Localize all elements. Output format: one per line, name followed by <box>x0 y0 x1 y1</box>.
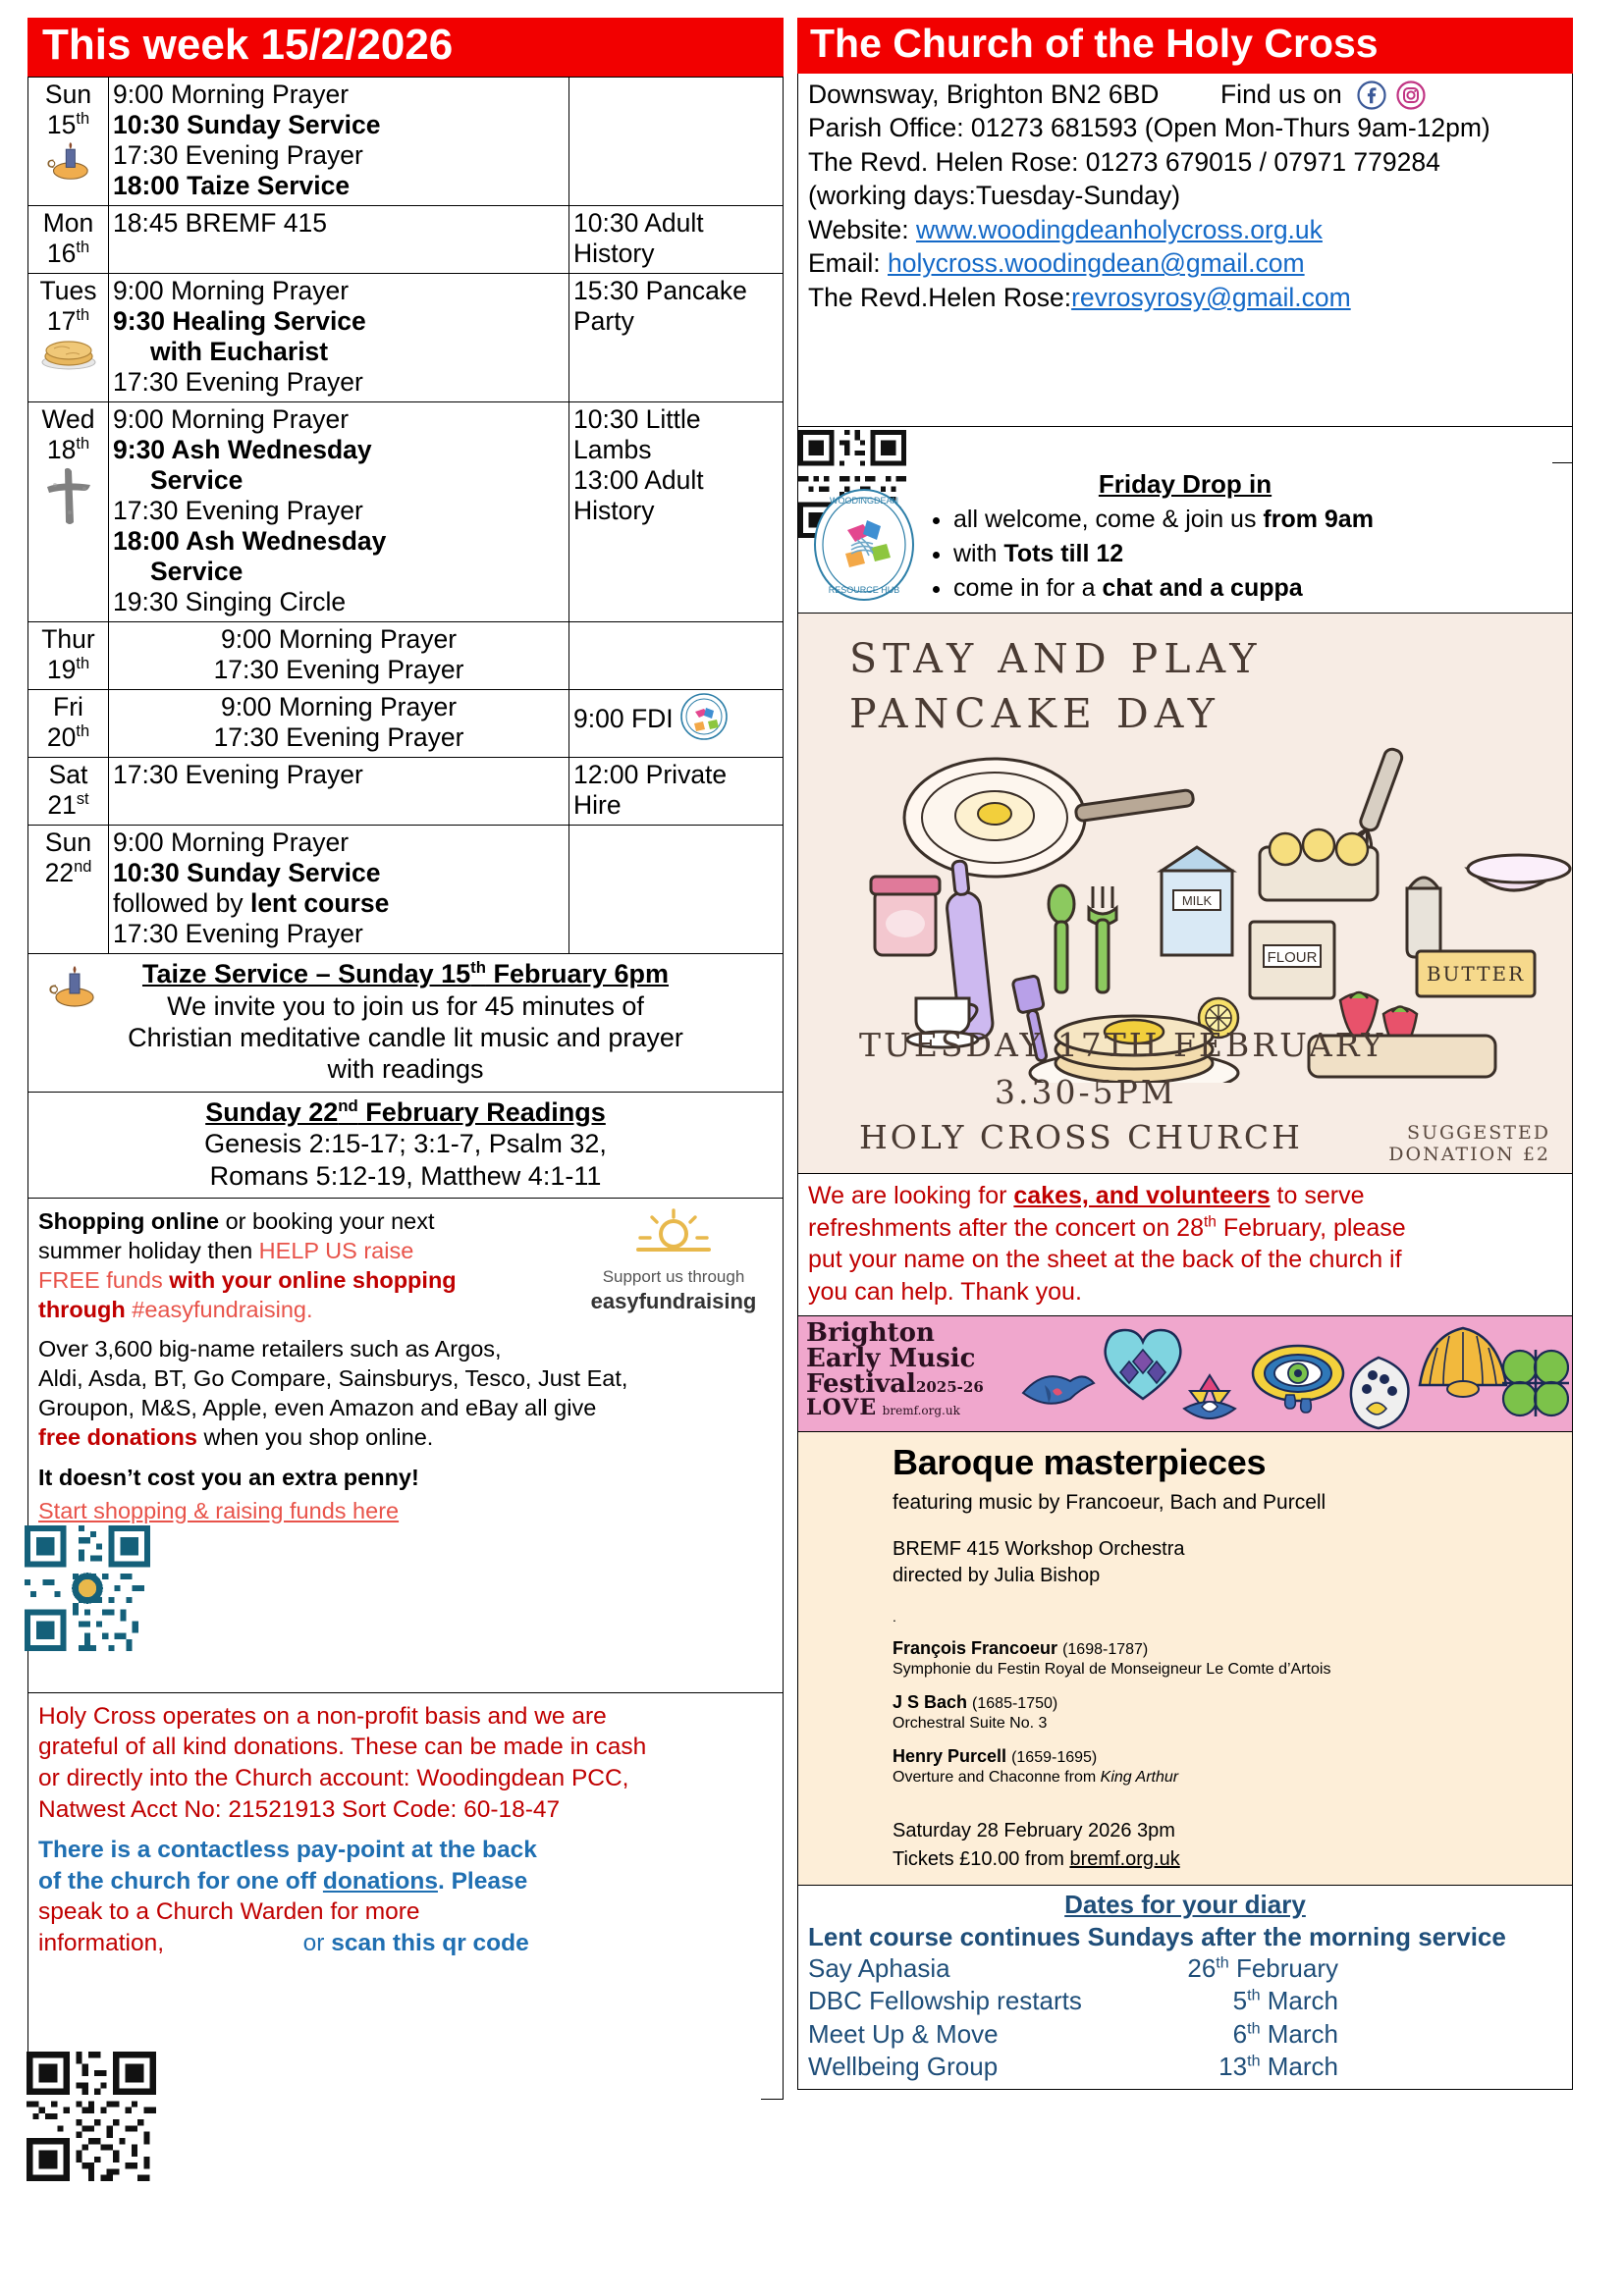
poster-donation-2: DONATION £2 <box>1388 1144 1550 1166</box>
schedule-event: Service <box>150 465 244 496</box>
easyfundraising-qr-code[interactable] <box>25 1525 759 1651</box>
schedule-day-number: 18th <box>46 435 90 465</box>
schedule-event: 9:00 Morning Prayer <box>113 276 350 306</box>
instagram-icon[interactable] <box>1396 80 1426 110</box>
diary-event-name: DBC Fellowship restarts <box>808 1986 1082 2016</box>
candle-icon <box>46 140 91 182</box>
schedule-events-cell <box>109 622 569 690</box>
sunrise-icon <box>624 1204 723 1259</box>
efr-p2b: Aldi, Asda, BT, Go Compare, Sainsburys, Tesco, Just Eat, <box>38 1365 628 1392</box>
fdi-logo-icon <box>679 692 729 741</box>
taize-heading-post: February 6pm <box>485 959 670 989</box>
schedule-row <box>28 402 784 622</box>
schedule-day-name: Sat <box>48 760 88 790</box>
schedule-extra-cell <box>569 622 784 690</box>
easyfundraising-panel <box>27 1199 784 1693</box>
schedule-extra-event: 10:30 Adult History <box>573 208 704 269</box>
schedule-extra-cell <box>569 274 784 402</box>
efr-p1f: with your online shopping <box>162 1267 457 1294</box>
diary-event-date: 13th March <box>1218 2051 1338 2081</box>
concert-composer-name: Henry Purcell (1659-1695) <box>893 1746 1098 1767</box>
schedule-row <box>28 826 784 954</box>
schedule-row <box>28 758 784 826</box>
concert-details <box>798 1432 1572 1886</box>
schedule-event: 9:00 Morning Prayer <box>220 692 458 722</box>
schedule-extra-event: 13:00 Adult History <box>573 465 704 526</box>
diary-row <box>808 2051 1562 2083</box>
news-list-item: • with Tots till 12 <box>953 538 1564 570</box>
readings-heading <box>34 1096 777 1128</box>
concert-composer-name: J S Bach (1685-1750) <box>893 1692 1058 1713</box>
dates-for-diary <box>798 1886 1572 2089</box>
website-label: Website: <box>808 214 916 244</box>
schedule-event: 17:30 Evening Prayer <box>213 655 464 685</box>
concert-orchestra <box>893 1536 1572 1589</box>
community-hub-logo-icon <box>806 487 922 603</box>
bremf-line-3: Festival <box>806 1369 916 1400</box>
schedule-event: 9:30 Healing Service <box>113 306 366 337</box>
diary-event-name: Meet Up & Move <box>808 2018 999 2049</box>
find-us-label: Find us on <box>1220 80 1342 110</box>
donations-line-3: or directly into the Church account: Woodingdean PCC, <box>38 1764 629 1791</box>
svg-text:WOODINGDEAN: WOODINGDEAN <box>829 496 899 507</box>
schedule-row <box>28 274 784 402</box>
donations-line-8 <box>38 1928 773 1959</box>
schedule-event: 18:45 BREMF 415 <box>113 208 328 239</box>
schedule-day-cell <box>28 78 109 206</box>
cakes-f: put your name on the sheet at the back of the church if <box>808 1246 1402 1274</box>
revd-email-label: The Revd.Helen Rose: <box>808 282 1072 312</box>
contact-box <box>797 74 1573 2090</box>
easyfundraising-para-2 <box>38 1334 773 1452</box>
email-line <box>808 246 1562 280</box>
concert-subtitle: featuring music by Francoeur, Bach and Purcell <box>893 1491 1326 1515</box>
efr-p1e: FREE funds <box>38 1267 163 1294</box>
schedule-event: 17:30 Evening Prayer <box>113 140 363 171</box>
right-column <box>797 18 1573 2100</box>
diary-event-date: 6th March <box>1232 2018 1338 2049</box>
bremf-line-3-row <box>806 1369 984 1400</box>
schedule-day-number: 19th <box>46 655 90 685</box>
schedule-day-cell <box>28 274 109 402</box>
schedule-day-cell <box>28 622 109 690</box>
schedule-event: 17:30 Evening Prayer <box>113 367 363 398</box>
svg-text:BUTTER: BUTTER <box>1426 962 1526 987</box>
schedule-row <box>28 690 784 758</box>
bremf-url: bremf.org.uk <box>882 1404 960 1418</box>
efr-p2c: Groupon, M&S, Apple, even Amazon and eBay all give <box>38 1395 597 1421</box>
schedule-event: 17:30 Evening Prayer <box>113 496 363 526</box>
bremf-years: 2025-26 <box>915 1378 984 1397</box>
schedule-day-name: Wed <box>41 404 95 435</box>
taize-line-1: We invite you to join us for 45 minutes of <box>167 990 644 1021</box>
schedule-row <box>28 78 784 206</box>
donations-contactless-line-1: There is a contactless pay-point at the back <box>38 1837 537 1864</box>
concert-title: Baroque masterpieces <box>893 1442 1267 1483</box>
bremf-banner <box>798 1316 1572 1432</box>
readings-line-1: Genesis 2:15-17; 3:1-7, Psalm 32, <box>204 1129 607 1159</box>
schedule-day-number: 21st <box>47 790 89 821</box>
schedule-extra-event: 15:30 Pancake Party <box>573 276 747 337</box>
bremf-line-1: Brighton <box>806 1318 935 1349</box>
donations-line-2: grateful of all kind donations. These can be made in cash <box>38 1734 647 1761</box>
schedule-day-name: Sun <box>44 828 92 858</box>
bremf-love: LOVE <box>806 1395 878 1421</box>
schedule-extra-cell <box>569 402 784 622</box>
cakes-volunteers-notice <box>798 1174 1572 1316</box>
website-link[interactable]: www.woodingdeanholycross.org.uk <box>915 214 1323 244</box>
cakes-a: We are looking for <box>808 1182 1014 1210</box>
schedule-day-cell <box>28 402 109 622</box>
concert-tickets <box>893 1848 1572 1871</box>
donations-qr-code[interactable] <box>27 2052 761 2181</box>
cakes-d: refreshments after the concert on 28 <box>808 1213 1204 1242</box>
church-address: Downsway, Brighton BN2 6BD <box>808 80 1160 110</box>
donations-l6c: . Please <box>437 1867 528 1895</box>
candle-icon <box>48 964 97 1009</box>
efr-p2a: Over 3,600 big-name retailers such as Argos, <box>38 1336 502 1362</box>
this-week-banner: This week 15/2/2026 <box>27 18 784 77</box>
ash-cross-icon <box>41 465 96 526</box>
readings-heading-ord: nd <box>338 1095 358 1115</box>
schedule-extra-event: 10:30 Little Lambs <box>573 404 701 465</box>
schedule-row <box>28 206 784 274</box>
news-list-item: • come in for a chat and a cuppa <box>953 572 1564 605</box>
poster-title-2: PANCAKE DAY <box>849 690 1220 738</box>
email-link[interactable]: holycross.woodingdean@gmail.com <box>888 248 1305 279</box>
donations-l6a: of the church for one off <box>38 1867 323 1895</box>
schedule-event: 17:30 Evening Prayer <box>213 722 464 753</box>
sunday-readings-panel <box>27 1093 784 1199</box>
svg-text:FLOUR: FLOUR <box>1267 949 1318 967</box>
readings-heading-post: February Readings <box>357 1096 606 1127</box>
cakes-g: you can help. Thank you. <box>808 1277 1082 1306</box>
schedule-event: 18:00 Ash Wednesday <box>113 526 387 557</box>
schedule-day-cell <box>28 690 109 758</box>
poster-donation-1: SUGGESTED <box>1406 1122 1550 1145</box>
easyfundraising-logo <box>580 1204 767 1315</box>
donations-account-details: Natwest Acct No: 21521913 Sort Code: 60-18-47 <box>38 1795 561 1823</box>
readings-line-2: Romans 5:12-19, Matthew 4:1-11 <box>209 1160 602 1191</box>
taize-line-3: with readings <box>327 1054 484 1085</box>
concert-composer-list <box>893 1638 1572 1787</box>
efr-p1c: summer holiday then <box>38 1238 259 1263</box>
schedule-event: 9:00 Morning Prayer <box>220 624 458 655</box>
donations-panel <box>27 1693 784 2100</box>
schedule-day-name: Sun <box>44 80 92 110</box>
schedule-day-number: 17th <box>46 306 90 337</box>
news-body <box>798 463 1572 613</box>
diary-event-name: Say Aphasia <box>808 1953 950 1984</box>
schedule-extra-cell <box>569 690 784 758</box>
address-line <box>808 78 1562 111</box>
bremf-logo <box>806 1318 984 1421</box>
concert-tickets-label: Tickets £10.00 from <box>893 1848 1070 1871</box>
schedule-events-cell <box>109 690 569 758</box>
cakes-ord: th <box>1204 1213 1217 1231</box>
poster-bottom-2: 3.30-5PM <box>995 1073 1177 1112</box>
schedule-day-name: Fri <box>53 692 83 722</box>
concert-orchestra-2: directed by Julia Bishop <box>893 1565 1101 1587</box>
efr-p1d: HELP US raise <box>258 1238 414 1263</box>
cakes-e: February, please <box>1216 1213 1406 1242</box>
schedule-row <box>28 622 784 690</box>
email-label: Email: <box>808 248 888 279</box>
schedule-day-number: 15th <box>46 110 90 140</box>
concert-composer-work: Orchestral Suite No. 3 <box>893 1715 1048 1733</box>
schedule-event: 17:30 Evening Prayer <box>113 919 363 949</box>
schedule-event: Service <box>150 557 244 587</box>
schedule-day-number: 22nd <box>44 858 92 888</box>
schedule-event: 9:00 Morning Prayer <box>113 404 350 435</box>
schedule-events-cell <box>109 206 569 274</box>
schedule-day-cell <box>28 826 109 954</box>
diary-event-date: 26th February <box>1187 1953 1338 1984</box>
concert-tickets-link[interactable]: bremf.org.uk <box>1069 1848 1180 1871</box>
taize-heading-ord: th <box>470 958 486 978</box>
cakes-b: cakes, and volunteers <box>1013 1182 1271 1210</box>
diary-event-name: Wellbeing Group <box>808 2051 999 2081</box>
bremf-line-2: Early Music <box>806 1344 976 1374</box>
contact-details <box>798 74 1572 426</box>
schedule-event: 9:00 Morning Prayer <box>113 828 350 858</box>
schedule-day-number: 20th <box>46 722 90 753</box>
concert-datetime: Saturday 28 February 2026 3pm <box>893 1820 1175 1842</box>
schedule-extra-event: 12:00 Private Hire <box>573 760 728 821</box>
diary-row <box>808 2018 1562 2051</box>
working-days-line: (working days:Tuesday-Sunday) <box>808 181 1181 211</box>
schedule-day-number: 16th <box>46 239 90 269</box>
schedule-day-cell <box>28 206 109 274</box>
donations-l9a: or <box>302 1929 332 1956</box>
schedule-extra-cell <box>569 206 784 274</box>
easyfundraising-logo-line2: easyfundraising <box>590 1288 757 1313</box>
diary-lead: Lent course continues Sundays after the morning service <box>808 1922 1506 1952</box>
poster-bottom-1: TUESDAY 17TH FEBRUARY <box>859 1026 1386 1065</box>
efr-p1b: or booking your next <box>219 1207 435 1234</box>
schedule-day-name: Thur <box>41 624 95 655</box>
concert-dot: . <box>893 1609 896 1626</box>
schedule-events-cell <box>109 402 569 622</box>
efr-p1a: Shopping online <box>38 1207 220 1234</box>
schedule-extra-cell <box>569 826 784 954</box>
concert-orchestra-1: BREMF 415 Workshop Orchestra <box>893 1538 1185 1561</box>
svg-text:RESOURCE HUB: RESOURCE HUB <box>828 585 900 596</box>
schedule-events-cell <box>109 78 569 206</box>
bremf-motifs-icon <box>1019 1316 1569 1432</box>
poster-title-1: STAY AND PLAY <box>849 635 1263 683</box>
revd-phone-line: The Revd. Helen Rose: 01273 679015 / 07971 779284 <box>808 146 1440 177</box>
donations-line-1: Holy Cross operates on a non-profit basis and we are <box>38 1702 607 1730</box>
schedule-events-cell <box>109 826 569 954</box>
taize-line-2: Christian meditative candle lit music and prayer <box>128 1022 683 1052</box>
revd-email-link[interactable]: revrosyrosy@gmail.com <box>1071 282 1351 312</box>
parish-office-line: Parish Office: 01273 681593 (Open Mon-Thurs 9am-12pm) <box>808 113 1490 143</box>
donations-l9b: scan this qr code <box>331 1929 529 1956</box>
taize-heading <box>34 958 777 989</box>
schedule-extra-cell <box>569 78 784 206</box>
efr-p1h: #easyfundraising. <box>125 1297 313 1323</box>
schedule-events-cell <box>109 758 569 826</box>
weekly-schedule-table <box>27 77 784 954</box>
schedule-event: 9:30 Ash Wednesday <box>113 435 372 465</box>
revd-email-line <box>808 281 1562 314</box>
news-list-item: • all welcome, come & join us from 9am <box>953 504 1564 536</box>
easyfundraising-logo-line1: Support us through <box>602 1267 745 1286</box>
taize-service-panel <box>27 954 784 1093</box>
donations-line-7: speak to a Church Warden for more <box>38 1898 420 1926</box>
schedule-event: 17:30 Evening Prayer <box>113 760 363 790</box>
schedule-extra-cell <box>569 758 784 826</box>
diary-row <box>808 1952 1562 1985</box>
efr-p2d: free donations <box>38 1424 197 1451</box>
church-title-banner: The Church of the Holy Cross <box>797 18 1573 74</box>
schedule-day-name: Mon <box>42 208 94 239</box>
schedule-event: 9:00 Morning Prayer <box>113 80 350 110</box>
diary-heading: Dates for your diary <box>1064 1890 1306 1920</box>
efr-no-extra-penny: It doesn’t cost you an extra penny! <box>38 1464 419 1490</box>
concert-composer-work: Overture and Chaconne from King Arthur <box>893 1769 1179 1787</box>
donations-l8: information, <box>38 1929 165 1956</box>
pancake-day-poster <box>798 613 1572 1174</box>
donations-contactless-line-2 <box>38 1866 773 1897</box>
schedule-event: 18:00 Taize Service <box>113 171 351 201</box>
left-column <box>27 18 784 2100</box>
pancake-icon <box>40 337 97 370</box>
schedule-event: 19:30 Singing Circle <box>113 587 347 617</box>
poster-bottom-3: HOLY CROSS CHURCH <box>859 1118 1303 1157</box>
schedule-event: with Eucharist <box>150 337 329 367</box>
efr-p1g: through <box>38 1297 126 1323</box>
concert-composer-work: Symphonie du Festin Royal de Monseigneur Le Comte d’Artois <box>893 1661 1331 1679</box>
bremf-love-row <box>806 1395 984 1421</box>
svg-text:MILK: MILK <box>1181 893 1213 909</box>
schedule-event: 10:30 Sunday Service <box>113 110 381 140</box>
diary-event-date: 5th March <box>1232 1986 1338 2016</box>
schedule-day-name: Tues <box>39 276 97 306</box>
cakes-c: to serve <box>1270 1182 1365 1210</box>
schedule-day-cell <box>28 758 109 826</box>
schedule-event: followed by lent course <box>113 888 390 919</box>
facebook-icon[interactable] <box>1357 80 1386 110</box>
schedule-events-cell <box>109 274 569 402</box>
schedule-extra-event: 9:00 FDI <box>573 692 779 741</box>
efr-p2e: when you shop online. <box>196 1424 434 1451</box>
readings-heading-pre: Sunday 22 <box>205 1096 339 1127</box>
concert-composer-name: François Francoeur (1698-1787) <box>893 1638 1149 1659</box>
donations-l6b: donations <box>322 1867 438 1895</box>
efr-start-shopping-link[interactable]: Start shopping & raising funds here <box>38 1497 400 1523</box>
taize-heading-pre: Taize Service – Sunday 15 <box>141 959 471 989</box>
poster-donation-note <box>1388 1122 1550 1165</box>
website-line <box>808 213 1562 246</box>
find-us-on <box>1220 78 1426 111</box>
news-item-title: Friday Drop in <box>1098 469 1272 500</box>
diary-row <box>808 1985 1562 2017</box>
schedule-event: 10:30 Sunday Service <box>113 858 381 888</box>
